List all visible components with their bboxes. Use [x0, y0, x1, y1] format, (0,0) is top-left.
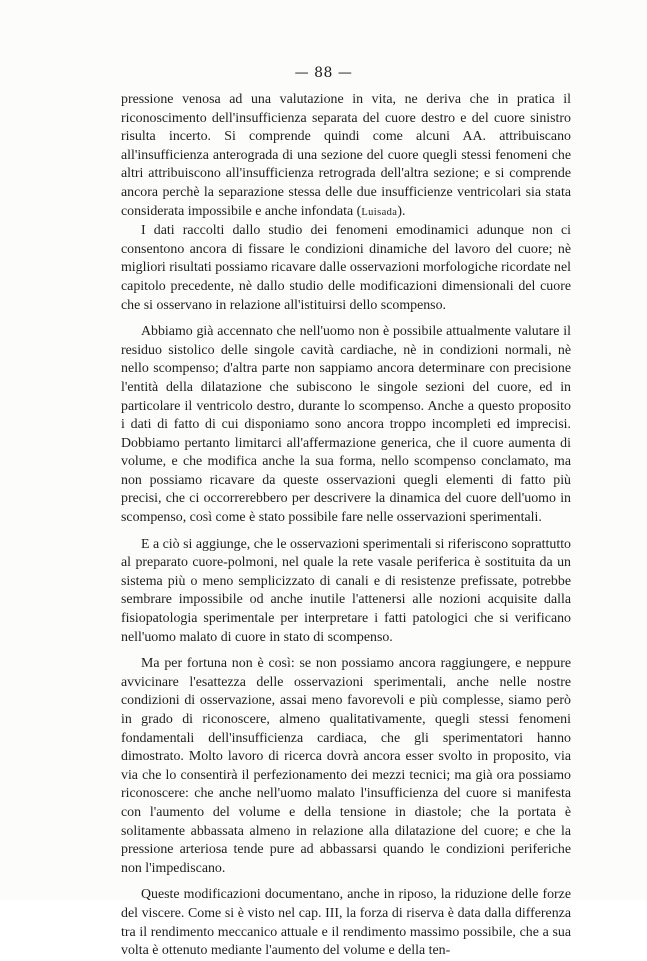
paragraph-1-end: ). — [397, 203, 406, 219]
paragraph-3: Abbiamo già accennato che nell'uomo non è possibile attualmente valutare il residuo sistolico delle singole cavità cardiache, nè in condizioni normali, nè nello scompenso; d'altra parte non sappiamo ancora determinare con precisione l'entità della dilatazione che subiscono le singole sezioni del cuore, ed in particolare il ventricolo destro, durante lo scompenso. Anche a questo proposito i dati di fatto di cui disponiamo sono ancora troppo incompleti ed imprecisi. Dobbiamo pertanto limitarci all'affermazione generica, che il cuore aumenta di volume, e che modifica anche la sua forma, nello scompenso conclamato, ma non possiamo ricavare da queste osservazioni quegli elementi di fatto più precisi, che ci occorrerebbero per descrivere la dinamica del cuore dell'uomo in scompenso, così come è stato possibile fare nelle osservazioni sperimentali. — [121, 324, 571, 526]
body-text — [121, 91, 571, 961]
paragraph-2: I dati raccolti dallo studio dei fenomeni emodinamici adunque non ci consentono ancora di fissare le condizioni dinamiche del lavoro del cuore; nè migliori risultati possiamo ricavare dalle osservazioni morfologiche ricordate nel capitolo precedente, nè dallo studio delle modificazioni dimensionali del cuore che si osservano in relazione all'istituirsi dello scompenso. — [121, 223, 571, 313]
paragraph-1-text: pressione venosa ad una valutazione in vita, ne deriva che in pratica il riconoscimento dell'insufficienza separata del cuore destro e del cuore sinistro risulta incerto. Si comprende quindi come alcuni AA. attribuiscano all'insufficienza anterograda di una sezione del cuore quegli stessi fenomeni che altri attribuiscono all'insufficienza retrograda dell'altra sezione; e si comprende ancora perchè la separazione stessa delle due insufficienze ventricolari sia stata considerata impossibile e anche infondata ( — [121, 92, 571, 219]
paragraph-6: Queste modificazioni documentano, anche in riposo, la riduzione delle forze del viscere. Come si è visto nel cap. III, la forza di riserva è data dalla differenza tra il rendimento meccanico attuale e il rendimento massimo possibile, che a sua volta è ottenuto mediante l'aumento del volume e della ten- — [121, 887, 571, 959]
page-number: — 88 — — [294, 65, 353, 81]
paragraph-5: Ma per fortuna non è così: se non possiamo ancora raggiungere, e neppure avvicinare l'esattezza delle osservazioni sperimentali, anche nelle nostre condizioni di osservazione, assai meno favorevoli e più complesse, siamo però in grado di riconoscere, almeno qualitativamente, quegli stessi fenomeni fondamentali dell'insufficienza cardiaca, che gli sperimentatori hanno dimostrato. Molto lavoro di ricerca dovrà ancora esser svolto in proposito, via via che lo consentirà il perfezionamento dei mezzi tecnici; ma già ora possiamo riconoscere: che anche nell'uomo malato l'insufficienza del cuore si manifesta con l'aumento del volume e della tensione in diastole; che la portata è solitamente abbassata almeno in relazione alla dilatazione del cuore; e che la pressione arteriosa tende pure ad abbassarsi quando le condizioni periferiche non l'impediscano. — [121, 656, 571, 876]
citation-luisada: Luisada — [361, 206, 398, 218]
paragraph-4: E a ciò si aggiunge, che le osservazioni sperimentali si riferiscono soprattutto al preparato cuore-polmoni, nel quale la rete vasale periferica è sostituita da un sistema più o meno semplicizzato di canali e di resistenze prefissate, potrebbe sembrare impossibile od anche inutile l'attenersi alle nozioni acquisite dalla fisiopatologia sperimentale per interpretare i fatti patologici che si verificano nell'uomo malato di cuore in stato di scompenso. — [121, 536, 571, 645]
paragraph-1 — [121, 91, 571, 222]
